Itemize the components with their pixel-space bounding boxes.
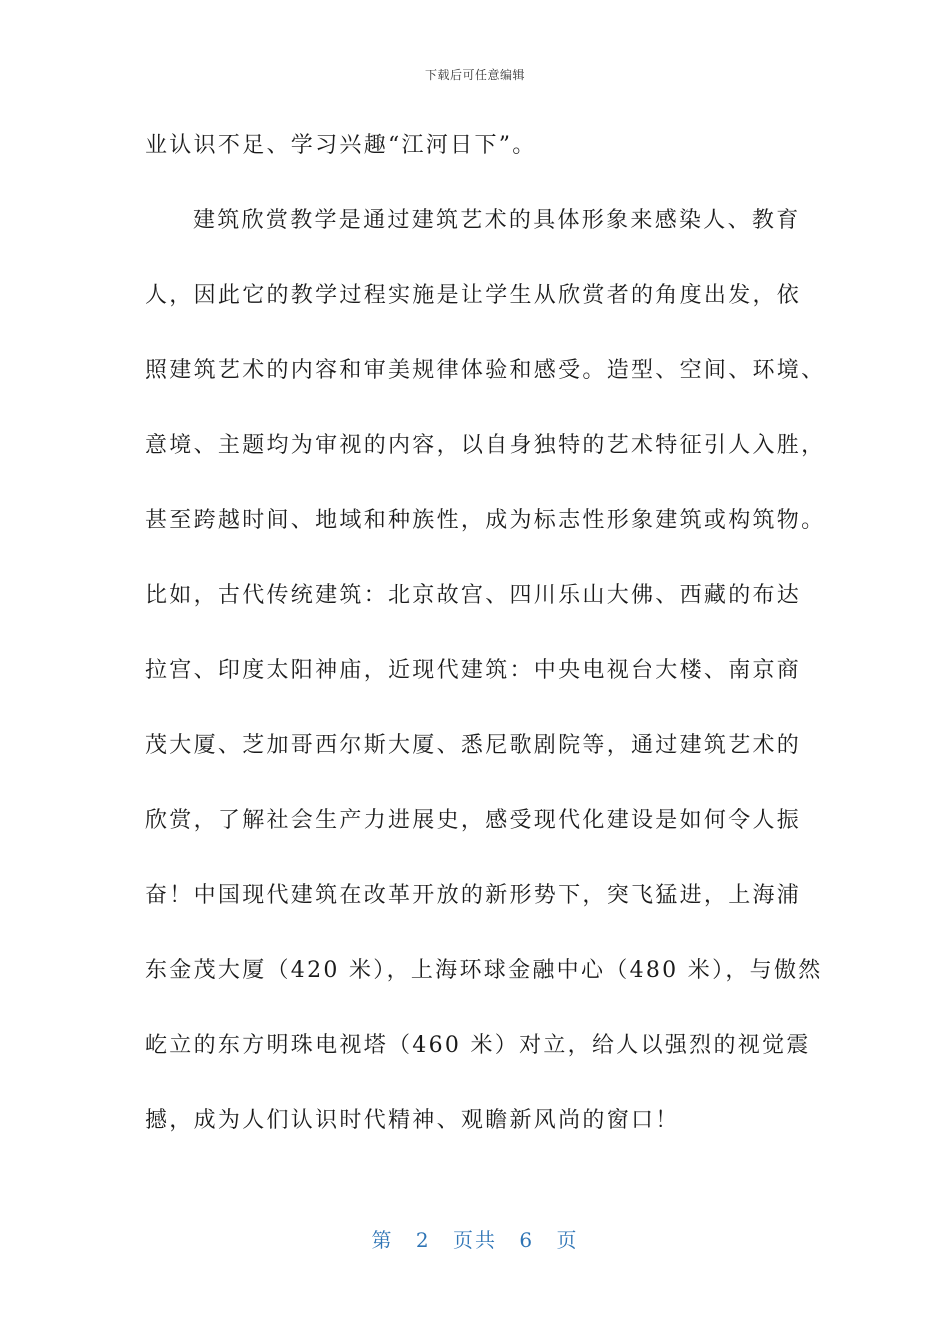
text-line: 茂大厦、芝加哥西尔斯大厦、悉尼歌剧院等，通过建筑艺术的	[145, 733, 802, 758]
page-footer	[0, 1224, 950, 1253]
text-line: 东金茂大厦（420 米），上海环球金融中心（480 米），与傲然	[145, 958, 823, 983]
text-line: 业认识不足、学习兴趣“江河日下”。	[145, 133, 537, 158]
text-line: 照建筑艺术的内容和审美规律体验和感受。造型、空间、环境、	[145, 358, 826, 383]
page-middle: 页共	[453, 1228, 497, 1252]
current-page-number: 2	[415, 1228, 431, 1252]
document-body	[145, 118, 826, 1168]
page-suffix: 页	[556, 1228, 579, 1252]
text-line: 比如，古代传统建筑：北京故宫、四川乐山大佛、西藏的布达	[145, 583, 802, 608]
paragraph-start-line: 建筑欣赏教学是通过建筑艺术的具体形象来感染人、教育	[193, 208, 801, 233]
text-line: 屹立的东方明珠电视塔（460 米）对立，给人以强烈的视觉震	[145, 1033, 811, 1058]
text-line: 甚至跨越时间、地域和种族性，成为标志性形象建筑或构筑物。	[145, 508, 826, 533]
text-line: 撼，成为人们认识时代精神、观瞻新风尚的窗口！	[145, 1108, 680, 1133]
text-line: 意境、主题均为审视的内容，以自身独特的艺术特征引人入胜，	[145, 433, 826, 458]
text-line: 奋！中国现代建筑在改革开放的新形势下，突飞猛进，上海浦	[145, 883, 802, 908]
text-line: 人，因此它的教学过程实施是让学生从欣赏者的角度出发，依	[145, 283, 802, 308]
text-line: 欣赏，了解社会生产力进展史，感受现代化建设是如何令人振	[145, 808, 802, 833]
page-prefix: 第	[371, 1228, 394, 1252]
header-note: 下载后可任意编辑	[424, 68, 525, 82]
total-pages-number: 6	[519, 1228, 535, 1252]
text-line: 拉宫、印度太阳神庙，近现代建筑：中央电视台大楼、南京商	[145, 658, 802, 683]
